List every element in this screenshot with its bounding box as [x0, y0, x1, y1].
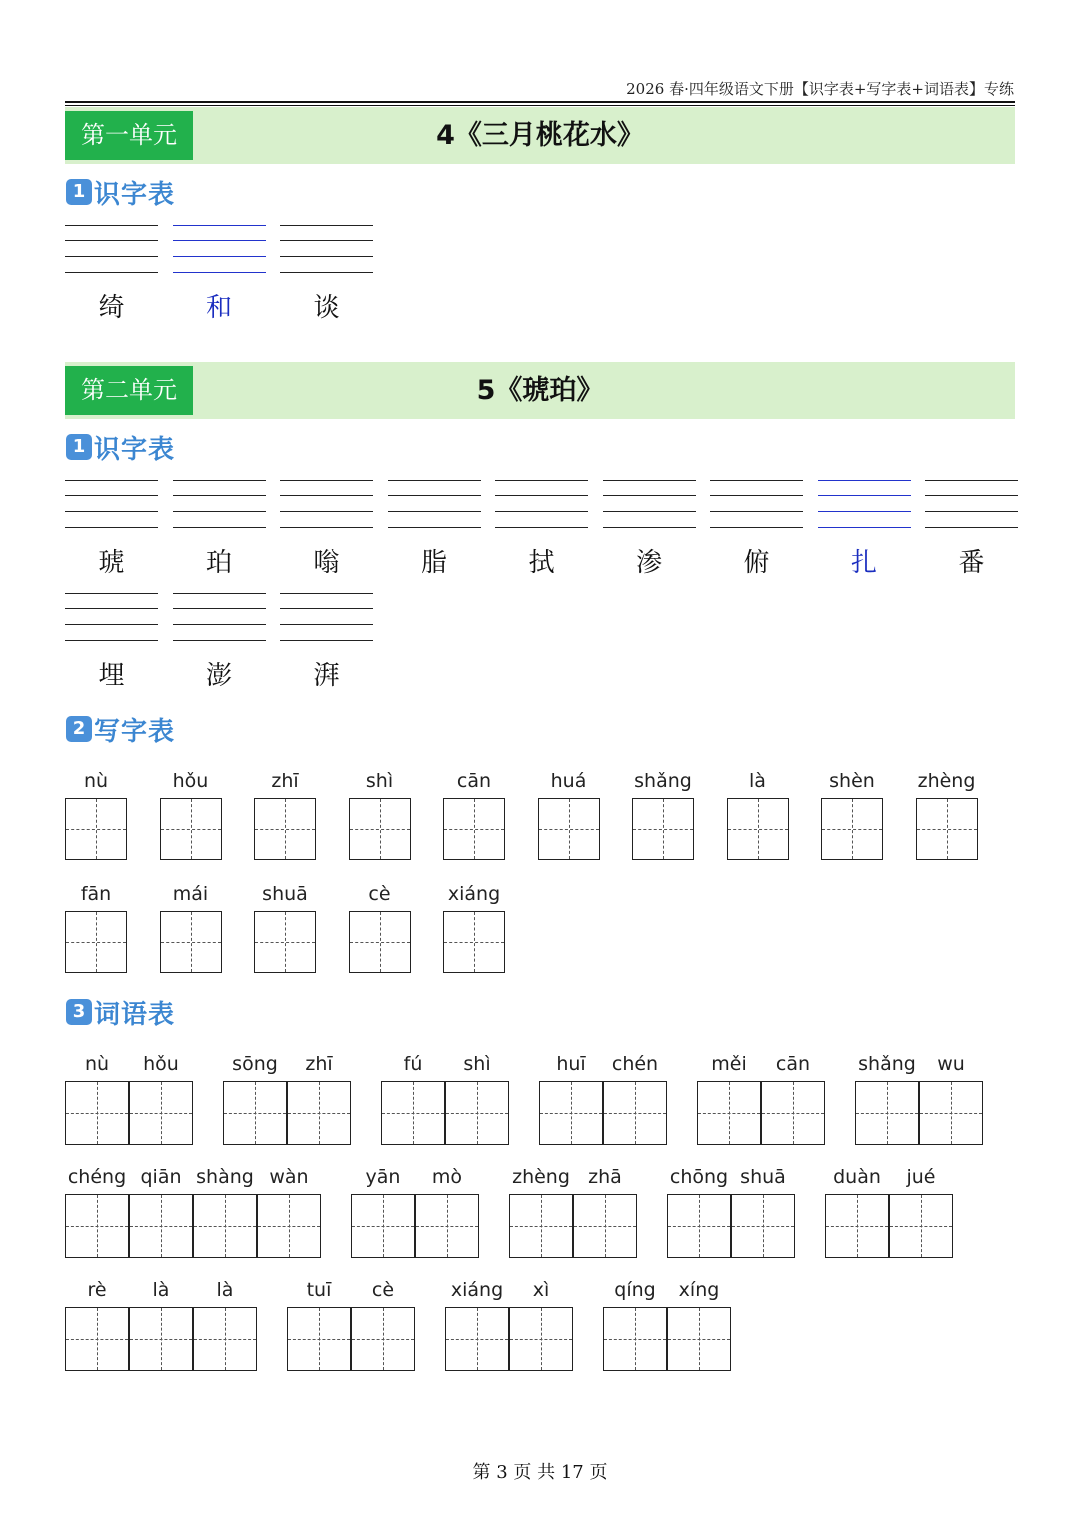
pinyin-writing-lines [280, 225, 373, 273]
section-label: 写字表 [94, 716, 176, 747]
tianzige-box [573, 1194, 637, 1258]
tianzige-box [254, 798, 316, 860]
tianzige-box [129, 1081, 193, 1145]
ciyu-pinyin: chéng [67, 1166, 127, 1188]
tianzige-box [415, 1194, 479, 1258]
ciyu-pinyin: nù [84, 1053, 110, 1075]
tianzige-box [349, 798, 411, 860]
page-header: 2026 春·四年级语文下册【识字表+写字表+词语表】专练 [626, 80, 1014, 98]
xiezi-pinyin: mái [172, 883, 209, 905]
unit2-lesson-title: 5《琥珀》 [476, 375, 604, 406]
unit1-lesson-title: 4《三月桃花水》 [436, 120, 644, 151]
tianzige-box [727, 798, 789, 860]
pinyin-writing-lines [818, 480, 911, 528]
xiezi-pinyin: zhèng [917, 770, 976, 792]
tianzige-box [349, 911, 411, 973]
ciyu-pinyin: cān [775, 1053, 811, 1075]
section-number-icon: 2 [66, 716, 92, 742]
ciyu-pinyin: shì [463, 1053, 491, 1075]
tianzige-box [445, 1081, 509, 1145]
ciyu-pinyin: hǒu [143, 1053, 179, 1075]
pinyin-writing-lines [388, 480, 481, 528]
pinyin-writing-lines [710, 480, 803, 528]
tianzige-box [603, 1081, 667, 1145]
tianzige-box [539, 1081, 603, 1145]
shizi-char: 绮 [98, 293, 125, 323]
tianzige-box [697, 1081, 761, 1145]
unit1-shizi-heading [66, 176, 175, 208]
ciyu-pinyin: huī [556, 1053, 586, 1075]
ciyu-pinyin: chōng [669, 1166, 729, 1188]
xiezi-pinyin: fān [80, 883, 112, 905]
xiezi-pinyin: nù [83, 770, 109, 792]
shizi-char: 嗡 [313, 548, 340, 578]
xiezi-pinyin: shǎng [634, 770, 692, 792]
pinyin-writing-lines [280, 593, 373, 641]
ciyu-pinyin: měi [711, 1053, 747, 1075]
section-number-icon: 3 [66, 999, 92, 1025]
unit2-banner [65, 362, 1015, 419]
pinyin-writing-lines [65, 593, 158, 641]
shizi-char: 琥 [98, 548, 125, 578]
shizi-char: 渗 [635, 548, 662, 578]
ciyu-pinyin: mò [431, 1166, 463, 1188]
ciyu-pinyin: tuī [306, 1279, 332, 1301]
tianzige-box [443, 911, 505, 973]
tianzige-box [287, 1081, 351, 1145]
shizi-char: 拭 [528, 548, 555, 578]
ciyu-pinyin: shuā [740, 1166, 786, 1188]
tianzige-box [129, 1194, 193, 1258]
xiezi-pinyin: shèn [829, 770, 875, 792]
section-label: 识字表 [94, 179, 176, 210]
shizi-char: 湃 [313, 661, 340, 691]
xiezi-pinyin: huá [550, 770, 587, 792]
pinyin-writing-lines [925, 480, 1018, 528]
ciyu-pinyin: shǎng [858, 1053, 916, 1075]
xiezi-pinyin: shì [365, 770, 394, 792]
section-number-icon: 1 [66, 179, 92, 205]
shizi-char: 谈 [313, 293, 340, 323]
xiezi-pinyin: xiáng [447, 883, 501, 905]
tianzige-box [919, 1081, 983, 1145]
ciyu-pinyin: rè [87, 1279, 107, 1301]
tianzige-box [65, 1307, 129, 1371]
page-footer: 第 3 页 共 17 页 [472, 1462, 608, 1483]
ciyu-pinyin: qiān [140, 1166, 182, 1188]
unit1-tag: 第一单元 [65, 111, 193, 160]
pinyin-writing-lines [65, 480, 158, 528]
ciyu-pinyin: shàng [196, 1166, 254, 1188]
tianzige-box [193, 1194, 257, 1258]
section-label: 识字表 [94, 434, 176, 465]
tianzige-box [160, 911, 222, 973]
ciyu-pinyin: là [152, 1279, 170, 1301]
tianzige-box [821, 798, 883, 860]
pinyin-writing-lines [173, 225, 266, 273]
ciyu-pinyin: fú [403, 1053, 423, 1075]
pinyin-writing-lines [603, 480, 696, 528]
ciyu-pinyin: wu [937, 1053, 965, 1075]
tianzige-box [65, 798, 127, 860]
tianzige-box [129, 1307, 193, 1371]
unit2-tag: 第二单元 [65, 366, 193, 415]
ciyu-pinyin: zhèng [512, 1166, 570, 1188]
shizi-char: 澎 [205, 661, 232, 691]
tianzige-box [632, 798, 694, 860]
tianzige-box [509, 1307, 573, 1371]
ciyu-pinyin: jué [906, 1166, 936, 1188]
tianzige-box [223, 1081, 287, 1145]
ciyu-pinyin: chén [611, 1053, 659, 1075]
xiezi-pinyin: shuā [262, 883, 308, 905]
unit2-xiezi-heading [66, 713, 175, 745]
pinyin-writing-lines [280, 480, 373, 528]
pinyin-writing-lines [173, 480, 266, 528]
unit2-shizi-heading [66, 431, 175, 463]
tianzige-box [889, 1194, 953, 1258]
ciyu-pinyin: xíng [678, 1279, 720, 1301]
shizi-char: 和 [205, 293, 232, 323]
shizi-char: 珀 [205, 548, 232, 578]
pinyin-writing-lines [65, 225, 158, 273]
xiezi-pinyin: cān [456, 770, 492, 792]
unit2-ciyu-heading [66, 996, 175, 1028]
ciyu-pinyin: wàn [269, 1166, 309, 1188]
header-rule-thick [65, 101, 1015, 103]
tianzige-box [381, 1081, 445, 1145]
tianzige-box [351, 1307, 415, 1371]
tianzige-box [257, 1194, 321, 1258]
ciyu-pinyin: zhī [305, 1053, 333, 1075]
section-number-icon: 1 [66, 434, 92, 460]
header-rule-thin [65, 105, 1015, 106]
tianzige-box [916, 798, 978, 860]
tianzige-box [65, 1081, 129, 1145]
xiezi-pinyin: hǒu [172, 770, 209, 792]
xiezi-pinyin: cè [368, 883, 391, 905]
tianzige-box [667, 1194, 731, 1258]
pinyin-writing-lines [495, 480, 588, 528]
ciyu-pinyin: sōng [232, 1053, 278, 1075]
tianzige-box [254, 911, 316, 973]
ciyu-pinyin: qíng [614, 1279, 656, 1301]
ciyu-pinyin: cè [371, 1279, 395, 1301]
ciyu-pinyin: xì [532, 1279, 550, 1301]
shizi-char: 番 [958, 548, 985, 578]
tianzige-box [603, 1307, 667, 1371]
ciyu-pinyin: duàn [833, 1166, 881, 1188]
tianzige-box [193, 1307, 257, 1371]
section-label: 词语表 [94, 999, 176, 1030]
ciyu-pinyin: yān [365, 1166, 401, 1188]
tianzige-box [855, 1081, 919, 1145]
tianzige-box [761, 1081, 825, 1145]
tianzige-box [65, 1194, 129, 1258]
tianzige-box [443, 798, 505, 860]
tianzige-box [731, 1194, 795, 1258]
tianzige-box [445, 1307, 509, 1371]
tianzige-box [287, 1307, 351, 1371]
unit1-banner [65, 107, 1015, 164]
tianzige-box [538, 798, 600, 860]
tianzige-box [667, 1307, 731, 1371]
ciyu-pinyin: là [216, 1279, 234, 1301]
tianzige-box [825, 1194, 889, 1258]
ciyu-pinyin: zhā [588, 1166, 622, 1188]
tianzige-box [160, 798, 222, 860]
xiezi-pinyin: là [749, 770, 766, 792]
pinyin-writing-lines [173, 593, 266, 641]
tianzige-box [351, 1194, 415, 1258]
shizi-char: 脂 [420, 548, 447, 578]
ciyu-pinyin: xiáng [450, 1279, 504, 1301]
tianzige-box [509, 1194, 573, 1258]
shizi-char: 埋 [98, 661, 125, 691]
tianzige-box [65, 911, 127, 973]
xiezi-pinyin: zhī [271, 770, 299, 792]
shizi-char: 俯 [743, 548, 770, 578]
shizi-char: 扎 [850, 548, 877, 578]
